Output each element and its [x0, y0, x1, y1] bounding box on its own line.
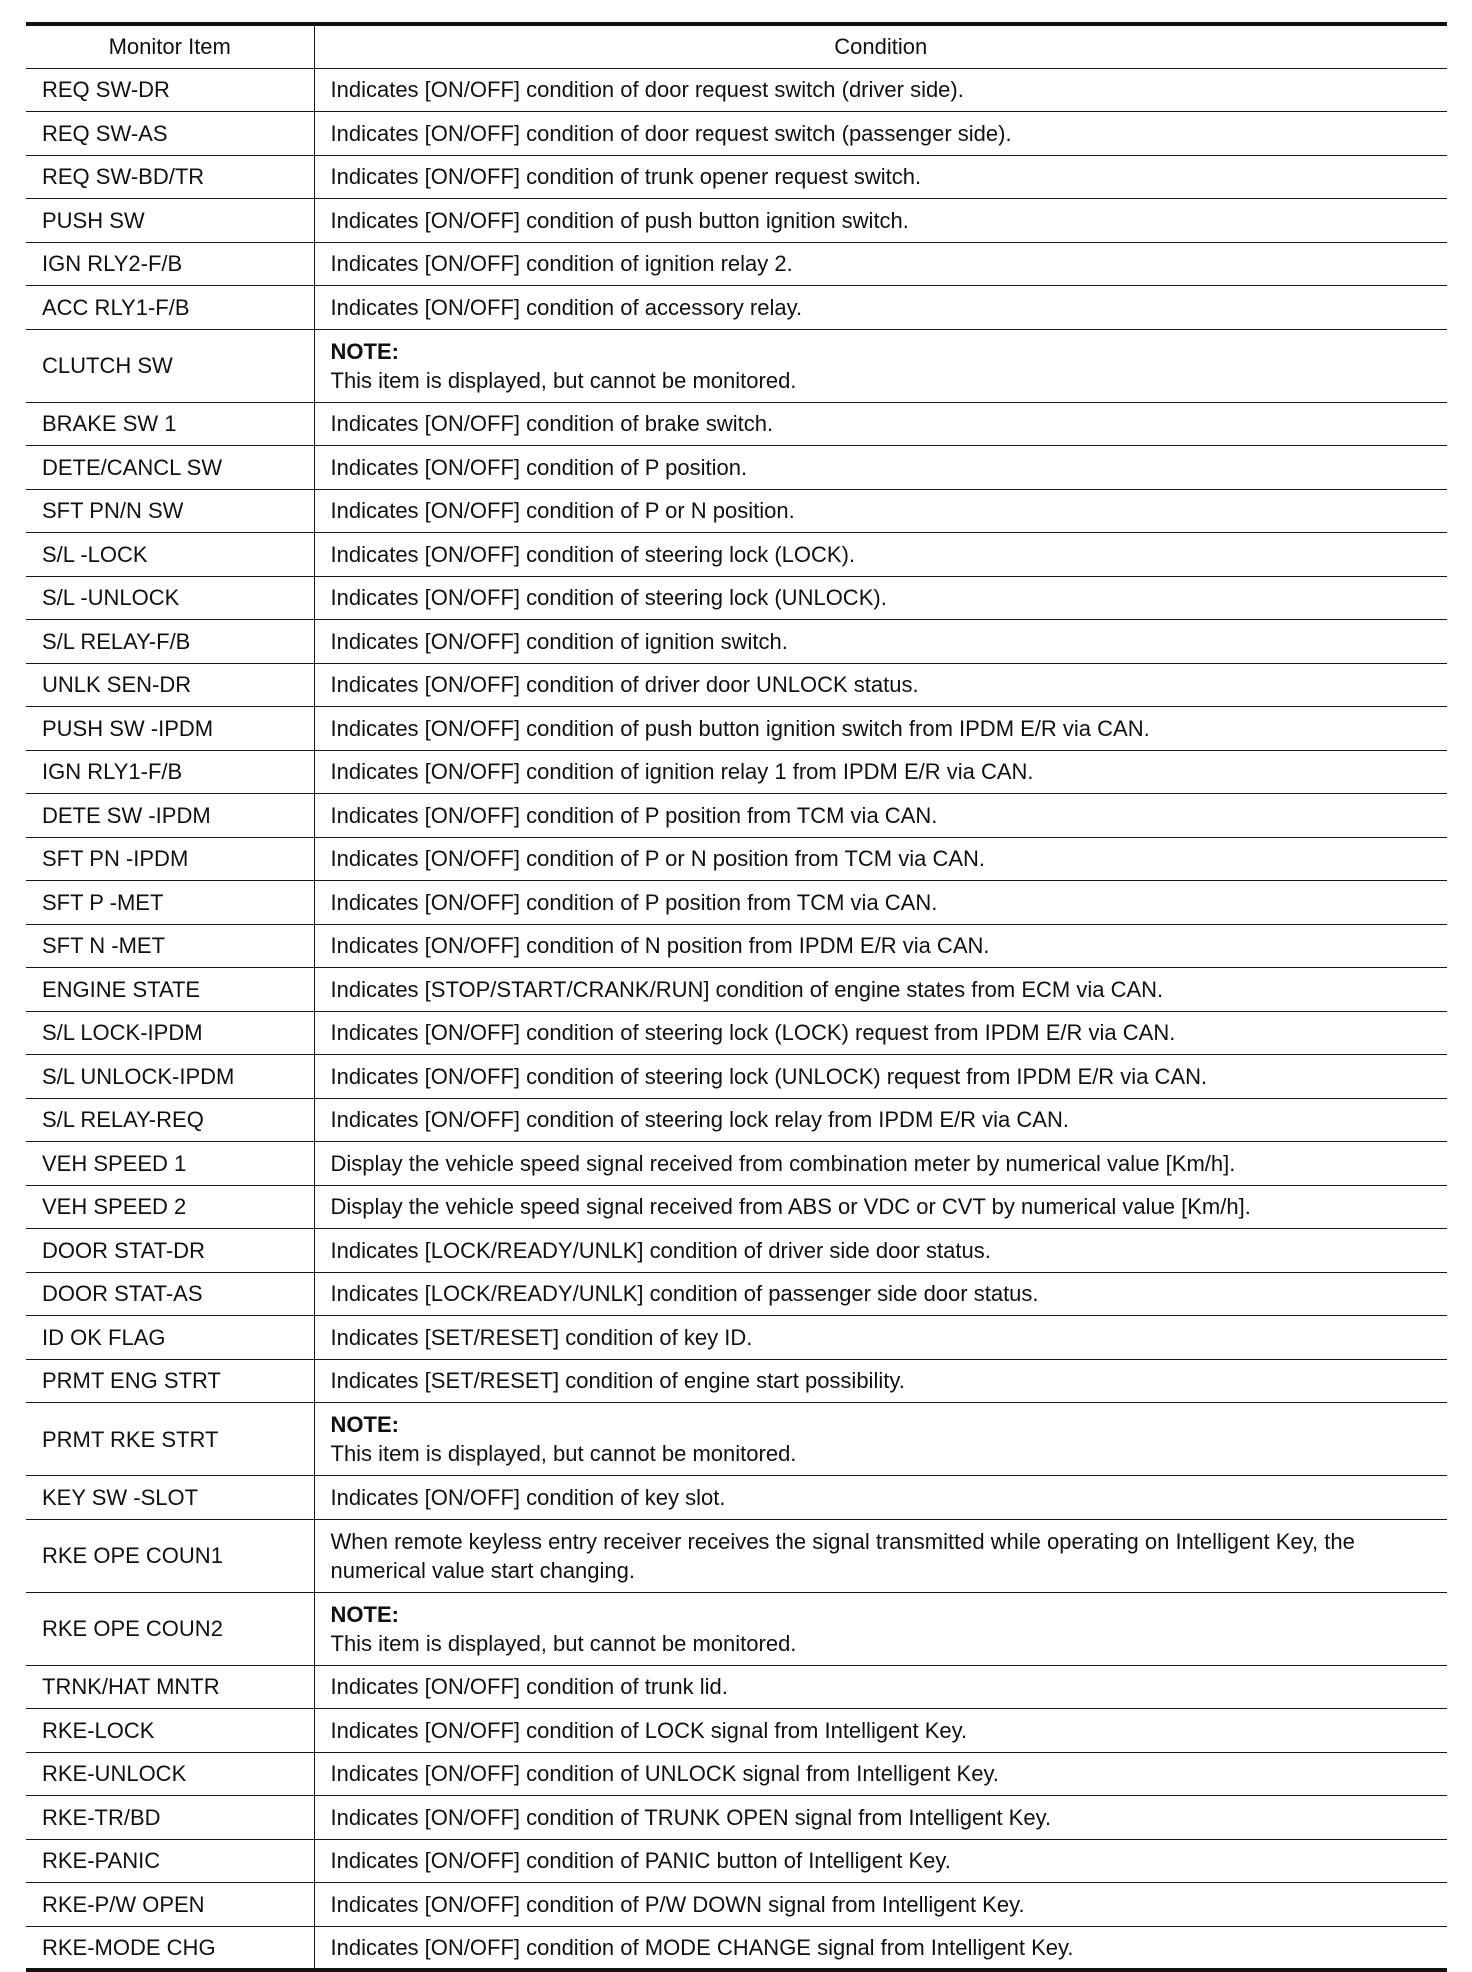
- monitor-item-cell: PUSH SW: [26, 199, 314, 243]
- condition-cell: When remote keyless entry receiver receives the signal transmitted while operating on Intelligent Key, the numerical value start changing.: [314, 1519, 1447, 1592]
- monitor-item-cell: SFT P -MET: [26, 881, 314, 925]
- condition-cell: Indicates [ON/OFF] condition of steering lock (UNLOCK) request from IPDM E/R via CAN.: [314, 1055, 1447, 1099]
- monitor-item-cell: BRAKE SW 1: [26, 402, 314, 446]
- table-row: [26, 707, 1447, 751]
- monitor-item-table: [26, 22, 1447, 1972]
- condition-cell: Indicates [ON/OFF] condition of steering lock (UNLOCK).: [314, 576, 1447, 620]
- monitor-item-cell: IGN RLY2-F/B: [26, 242, 314, 286]
- table-row: [26, 1359, 1447, 1403]
- monitor-item-cell: RKE-P/W OPEN: [26, 1883, 314, 1927]
- table-body: [26, 68, 1447, 1970]
- table-row: [26, 1796, 1447, 1840]
- condition-cell: [314, 1592, 1447, 1665]
- condition-cell: Indicates [ON/OFF] condition of P position from TCM via CAN.: [314, 794, 1447, 838]
- table-row: [26, 1011, 1447, 1055]
- condition-cell: Indicates [ON/OFF] condition of TRUNK OPEN signal from Intelligent Key.: [314, 1796, 1447, 1840]
- condition-cell: Indicates [ON/OFF] condition of N position from IPDM E/R via CAN.: [314, 924, 1447, 968]
- monitor-item-cell: PRMT RKE STRT: [26, 1403, 314, 1476]
- monitor-item-cell: ENGINE STATE: [26, 968, 314, 1012]
- table-row: [26, 1098, 1447, 1142]
- table-header-row: [26, 24, 1447, 68]
- table-row: [26, 794, 1447, 838]
- condition-cell: Indicates [ON/OFF] condition of ignition switch.: [314, 620, 1447, 664]
- table-row: [26, 881, 1447, 925]
- table-row: [26, 286, 1447, 330]
- table-row: [26, 1229, 1447, 1273]
- table-row: [26, 1476, 1447, 1520]
- header-condition: Condition: [314, 24, 1447, 68]
- table-row: [26, 155, 1447, 199]
- table-row: [26, 1592, 1447, 1665]
- table-row: [26, 1665, 1447, 1709]
- monitor-item-cell: VEH SPEED 2: [26, 1185, 314, 1229]
- monitor-item-cell: S/L RELAY-REQ: [26, 1098, 314, 1142]
- condition-cell: Indicates [ON/OFF] condition of MODE CHANGE signal from Intelligent Key.: [314, 1926, 1447, 1970]
- monitor-item-cell: S/L RELAY-F/B: [26, 620, 314, 664]
- table-row: [26, 1839, 1447, 1883]
- condition-cell: Indicates [ON/OFF] condition of key slot.: [314, 1476, 1447, 1520]
- monitor-item-cell: KEY SW -SLOT: [26, 1476, 314, 1520]
- monitor-item-cell: RKE-LOCK: [26, 1709, 314, 1753]
- monitor-item-cell: SFT PN -IPDM: [26, 837, 314, 881]
- condition-cell: Display the vehicle speed signal received from ABS or VDC or CVT by numerical value [Km/h].: [314, 1185, 1447, 1229]
- monitor-item-cell: RKE-PANIC: [26, 1839, 314, 1883]
- table-row: [26, 924, 1447, 968]
- table-row: [26, 242, 1447, 286]
- table-row: [26, 1316, 1447, 1360]
- table-row: [26, 1272, 1447, 1316]
- table-row: [26, 576, 1447, 620]
- condition-cell: Indicates [ON/OFF] condition of trunk opener request switch.: [314, 155, 1447, 199]
- condition-cell: Indicates [ON/OFF] condition of driver door UNLOCK status.: [314, 663, 1447, 707]
- condition-cell: Indicates [ON/OFF] condition of steering lock (LOCK).: [314, 533, 1447, 577]
- condition-cell: Indicates [ON/OFF] condition of LOCK signal from Intelligent Key.: [314, 1709, 1447, 1753]
- note-text: This item is displayed, but cannot be monitored.: [330, 1441, 797, 1466]
- monitor-item-cell: RKE-TR/BD: [26, 1796, 314, 1840]
- condition-cell: Indicates [ON/OFF] condition of P position.: [314, 446, 1447, 490]
- table-row: [26, 837, 1447, 881]
- table-row: [26, 663, 1447, 707]
- monitor-item-cell: VEH SPEED 1: [26, 1142, 314, 1186]
- condition-cell: Indicates [LOCK/READY/UNLK] condition of passenger side door status.: [314, 1272, 1447, 1316]
- monitor-item-cell: PUSH SW -IPDM: [26, 707, 314, 751]
- monitor-item-cell: DOOR STAT-DR: [26, 1229, 314, 1273]
- table-row: [26, 1926, 1447, 1970]
- monitor-item-cell: RKE OPE COUN1: [26, 1519, 314, 1592]
- monitor-item-cell: CLUTCH SW: [26, 329, 314, 402]
- table-row: [26, 112, 1447, 156]
- condition-cell: Indicates [STOP/START/CRANK/RUN] condition of engine states from ECM via CAN.: [314, 968, 1447, 1012]
- condition-cell: Indicates [ON/OFF] condition of P/W DOWN signal from Intelligent Key.: [314, 1883, 1447, 1927]
- condition-cell: Display the vehicle speed signal received from combination meter by numerical value [Km/h].: [314, 1142, 1447, 1186]
- monitor-item-cell: SFT PN/N SW: [26, 489, 314, 533]
- note-label: NOTE:: [330, 1412, 399, 1437]
- monitor-item-cell: S/L -LOCK: [26, 533, 314, 577]
- monitor-item-cell: DOOR STAT-AS: [26, 1272, 314, 1316]
- table-row: [26, 1403, 1447, 1476]
- condition-cell: Indicates [ON/OFF] condition of P or N position from TCM via CAN.: [314, 837, 1447, 881]
- table-row: [26, 750, 1447, 794]
- condition-cell: Indicates [ON/OFF] condition of push button ignition switch from IPDM E/R via CAN.: [314, 707, 1447, 751]
- monitor-item-cell: RKE-MODE CHG: [26, 1926, 314, 1970]
- monitor-item-cell: REQ SW-DR: [26, 68, 314, 112]
- table-row: [26, 199, 1447, 243]
- condition-cell: Indicates [ON/OFF] condition of ignition relay 1 from IPDM E/R via CAN.: [314, 750, 1447, 794]
- condition-cell: Indicates [ON/OFF] condition of brake switch.: [314, 402, 1447, 446]
- condition-cell: Indicates [SET/RESET] condition of key ID.: [314, 1316, 1447, 1360]
- table-row: [26, 968, 1447, 1012]
- monitor-item-cell: SFT N -MET: [26, 924, 314, 968]
- monitor-item-cell: REQ SW-AS: [26, 112, 314, 156]
- condition-cell: Indicates [ON/OFF] condition of UNLOCK signal from Intelligent Key.: [314, 1752, 1447, 1796]
- monitor-item-cell: RKE OPE COUN2: [26, 1592, 314, 1665]
- monitor-item-cell: ID OK FLAG: [26, 1316, 314, 1360]
- note-text: This item is displayed, but cannot be monitored.: [330, 1630, 797, 1656]
- monitor-item-cell: TRNK/HAT MNTR: [26, 1665, 314, 1709]
- table-row: [26, 1055, 1447, 1099]
- monitor-item-cell: DETE/CANCL SW: [26, 446, 314, 490]
- condition-cell: Indicates [LOCK/READY/UNLK] condition of driver side door status.: [314, 1229, 1447, 1273]
- condition-cell: [314, 1403, 1447, 1476]
- monitor-item-cell: DETE SW -IPDM: [26, 794, 314, 838]
- condition-cell: Indicates [ON/OFF] condition of P or N position.: [314, 489, 1447, 533]
- condition-cell: Indicates [ON/OFF] condition of PANIC button of Intelligent Key.: [314, 1839, 1447, 1883]
- monitor-item-cell: RKE-UNLOCK: [26, 1752, 314, 1796]
- monitor-item-cell: IGN RLY1-F/B: [26, 750, 314, 794]
- table-row: [26, 329, 1447, 402]
- table-row: [26, 1142, 1447, 1186]
- monitor-item-cell: REQ SW-BD/TR: [26, 155, 314, 199]
- table-row: [26, 1519, 1447, 1592]
- condition-cell: Indicates [ON/OFF] condition of trunk lid.: [314, 1665, 1447, 1709]
- monitor-item-cell: S/L -UNLOCK: [26, 576, 314, 620]
- note-text: This item is displayed, but cannot be monitored.: [330, 367, 797, 393]
- condition-cell: Indicates [ON/OFF] condition of door request switch (passenger side).: [314, 112, 1447, 156]
- table-row: [26, 1752, 1447, 1796]
- table-row: [26, 402, 1447, 446]
- condition-cell: Indicates [ON/OFF] condition of steering lock (LOCK) request from IPDM E/R via CAN.: [314, 1011, 1447, 1055]
- condition-cell: Indicates [ON/OFF] condition of ignition relay 2.: [314, 242, 1447, 286]
- monitor-item-cell: S/L LOCK-IPDM: [26, 1011, 314, 1055]
- condition-cell: [314, 329, 1447, 402]
- monitor-item-cell: ACC RLY1-F/B: [26, 286, 314, 330]
- table-row: [26, 489, 1447, 533]
- monitor-item-cell: S/L UNLOCK-IPDM: [26, 1055, 314, 1099]
- condition-cell: Indicates [ON/OFF] condition of push button ignition switch.: [314, 199, 1447, 243]
- note-label: NOTE:: [330, 338, 399, 364]
- table-row: [26, 533, 1447, 577]
- monitor-item-cell: UNLK SEN-DR: [26, 663, 314, 707]
- condition-cell: Indicates [ON/OFF] condition of accessory relay.: [314, 286, 1447, 330]
- condition-cell: Indicates [SET/RESET] condition of engine start possibility.: [314, 1359, 1447, 1403]
- header-monitor-item: Monitor Item: [26, 24, 314, 68]
- table-row: [26, 1883, 1447, 1927]
- condition-cell: Indicates [ON/OFF] condition of door request switch (driver side).: [314, 68, 1447, 112]
- table-row: [26, 1185, 1447, 1229]
- condition-cell: Indicates [ON/OFF] condition of P position from TCM via CAN.: [314, 881, 1447, 925]
- table-row: [26, 68, 1447, 112]
- table-row: [26, 446, 1447, 490]
- monitor-item-cell: PRMT ENG STRT: [26, 1359, 314, 1403]
- table-row: [26, 620, 1447, 664]
- table-row: [26, 1709, 1447, 1753]
- condition-cell: Indicates [ON/OFF] condition of steering lock relay from IPDM E/R via CAN.: [314, 1098, 1447, 1142]
- note-label: NOTE:: [330, 1601, 399, 1627]
